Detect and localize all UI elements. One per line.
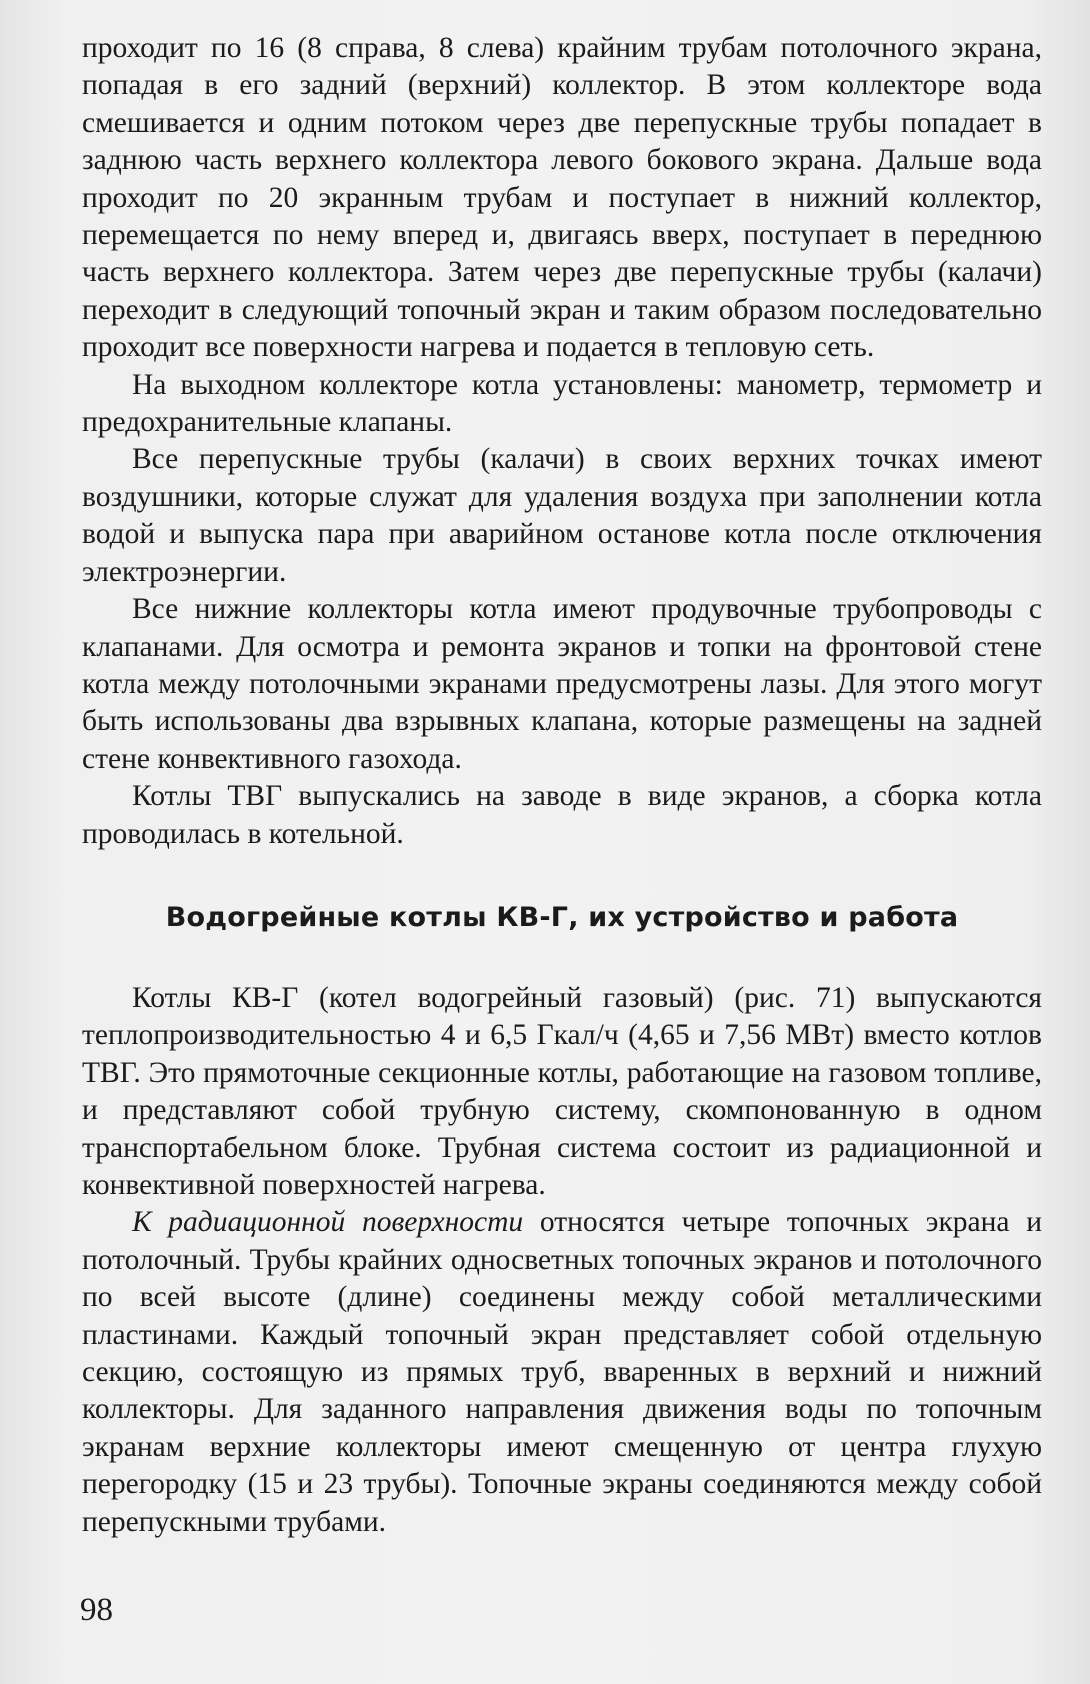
paragraph-radiation-surface — [82, 1204, 1042, 1541]
italic-term: К радиационной поверхности — [132, 1206, 524, 1239]
page-number: 98 — [80, 1592, 113, 1628]
paragraph-text: относятся четыре топочных экрана и потолочный. Трубы крайних односветных топочных экранов и потолочного по всей высоте (длине) соединены между собой металлическими пластинами. Каждый топочный экран представляет собой отдельную секцию, состоящую из прямых труб, вваренных в верхний и нижний коллекторы. Для заданного направления движения воды по топочным экранам верхние коллекторы имеют смещенную от центра глухую перегородку (15 и 23 трубы). Топочные экраны соединяются между собой перепускными трубами. — [82, 1206, 1043, 1538]
paragraph-tvg-assembly: Котлы ТВГ выпускались на заводе в виде экранов, а сборка котла проводилась в котельной. — [82, 780, 1042, 850]
section-heading: Водогрейные котлы КВ-Г, их устройство и работа — [165, 902, 959, 933]
paragraph-outlet-collector: На выходном коллекторе котла установлены: манометр, термометр и предохранительные клапаны. — [82, 368, 1042, 439]
bottom-text-block — [82, 980, 1042, 1541]
top-text-block — [82, 30, 1042, 853]
paragraph-continuation: проходит по 16 (8 справа, 8 слева) крайним трубам потолочного экрана, попадая в его задний (верхний) коллектор. В этом коллекторе вода смешивается и одним потоком через две перепускные трубы попадает в заднюю часть верхнего коллектора левого бокового экрана. Дальше вода проходит по 20 экранным трубам и поступает в нижний коллектор, перемещается по нему вперед и, двигаясь вверх, поступает в переднюю часть верхнего коллектора. Затем через две перепускные трубы (калачи) переходит в следующий топочный экран и таким образом последовательно проходит все поверхности нагрева и подается в тепловую сеть. — [82, 32, 1042, 364]
paragraph-kv-g-intro: Котлы КВ-Г (котел водогрейный газовый) (рис. 71) выпускаются теплопроизводительностью 4 и 6,5 Гкал/ч (4,65 и 7,56 МВт) вместо котлов ТВГ. Это прямоточные секционные котлы, работающие на газовом топливе, и представляют собой трубную систему, скомпонованную в одном транспортабельном блоке. Трубная система состоит из радиационной и конвективной поверхностей нагрева. — [82, 982, 1042, 1202]
paragraph-lower-collectors: Все нижние коллекторы котла имеют продувочные трубопроводы с клапанами. Для осмотра и ремонта экранов и топки на фронтовой стене котла между потолочными экранами предусмотрены лазы. Для этого могут быть использованы два взрывных клапана, которые размещены на задней стене конвективного газохода. — [82, 593, 1042, 775]
paragraph-bypass-pipes: Все перепускные трубы (калачи) в своих верхних точках имеют воздушники, которые служат для удаления воздуха при заполнении котла водой и выпуска пара при аварийном останове котла после отключения электроэнергии. — [82, 443, 1042, 588]
